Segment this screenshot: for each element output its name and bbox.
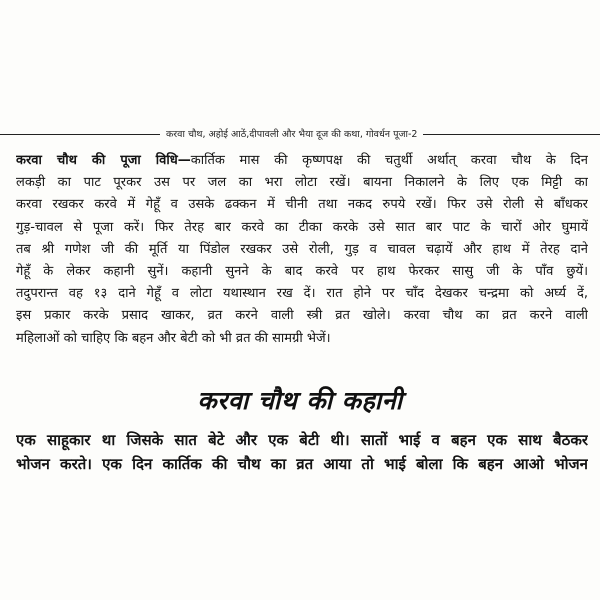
paragraph-line: इस प्रकार करके प्रसाद खाकर, व्रत करने वाली स्त्री व्रत खोले। करवा चौथ का व्रत करने वाली: [16, 308, 588, 324]
story-line: एक साहूकार था जिसके सात बेटे और एक बेटी थी। सातों भाई व बहन एक साथ बैठकर: [16, 431, 588, 449]
paragraph-line: तब श्री गणेश जी की मूर्ति या पिंडोल रखकर उसे रोली, गुड़ व चावल चढ़ायें और हाथ में तेरह दाने: [16, 241, 588, 257]
puja-vidhi-paragraph: [16, 150, 588, 350]
story-paragraph: [16, 428, 588, 476]
paragraph-line: तदुपरान्त वह १३ दाने गेहूँ व लोटा यथास्थान रख दें। रात होने पर चाँद देखकर चन्द्रमा को अर्घ्य दें,: [16, 286, 588, 302]
paragraph-line: [16, 150, 588, 172]
paragraph-line: गेहूँ के लेकर कहानी सुनें। कहानी सुनने के बाद करवे पर हाथ फेरकर सासु जी के पाँव छुयें।: [16, 263, 588, 279]
running-header-text: करवा चौथ, अहोई आठें,दीपावली और भैया दूज की कथा, गोवर्धन पूजा-2: [160, 128, 423, 142]
puja-vidhi-lead: करवा चौथ की पूजा विधि—: [16, 153, 191, 168]
paragraph-line-text: कार्तिक मास की कृष्णपक्ष की चतुर्थी अर्थात् करवा चौथ के दिन: [190, 153, 588, 168]
paragraph-line: महिलाओं को चाहिए कि बहन और बेटी को भी व्रत की सामग्री भेजें।: [16, 330, 331, 346]
paragraph-line: करवा रखकर करवे में गेहूँ व उसके ढक्कन में चीनी तथा नकद रुपये रखें। फिर उसे रोली से बाँधकर: [16, 197, 588, 213]
story-heading: करवा चौथ की कहानी: [197, 386, 403, 415]
paragraph-line: गुड़-चावल से पूजा करें। फिर तेरह बार करवे का टीका करके उसे सात बार पाट के चारों ओर घुमायें: [16, 219, 588, 235]
paragraph-line: लकड़ी का पाट पूरकर उस पर जल का भरा लोटा रखें। बायना निकालने के लिए एक मिट्टी का: [16, 175, 588, 191]
story-heading-block: [0, 384, 600, 424]
running-header: [0, 128, 600, 146]
story-line: भोजन करते। एक दिन कार्तिक की चौथ का व्रत आया तो भाई बोला कि बहन आओ भोजन: [16, 455, 588, 473]
